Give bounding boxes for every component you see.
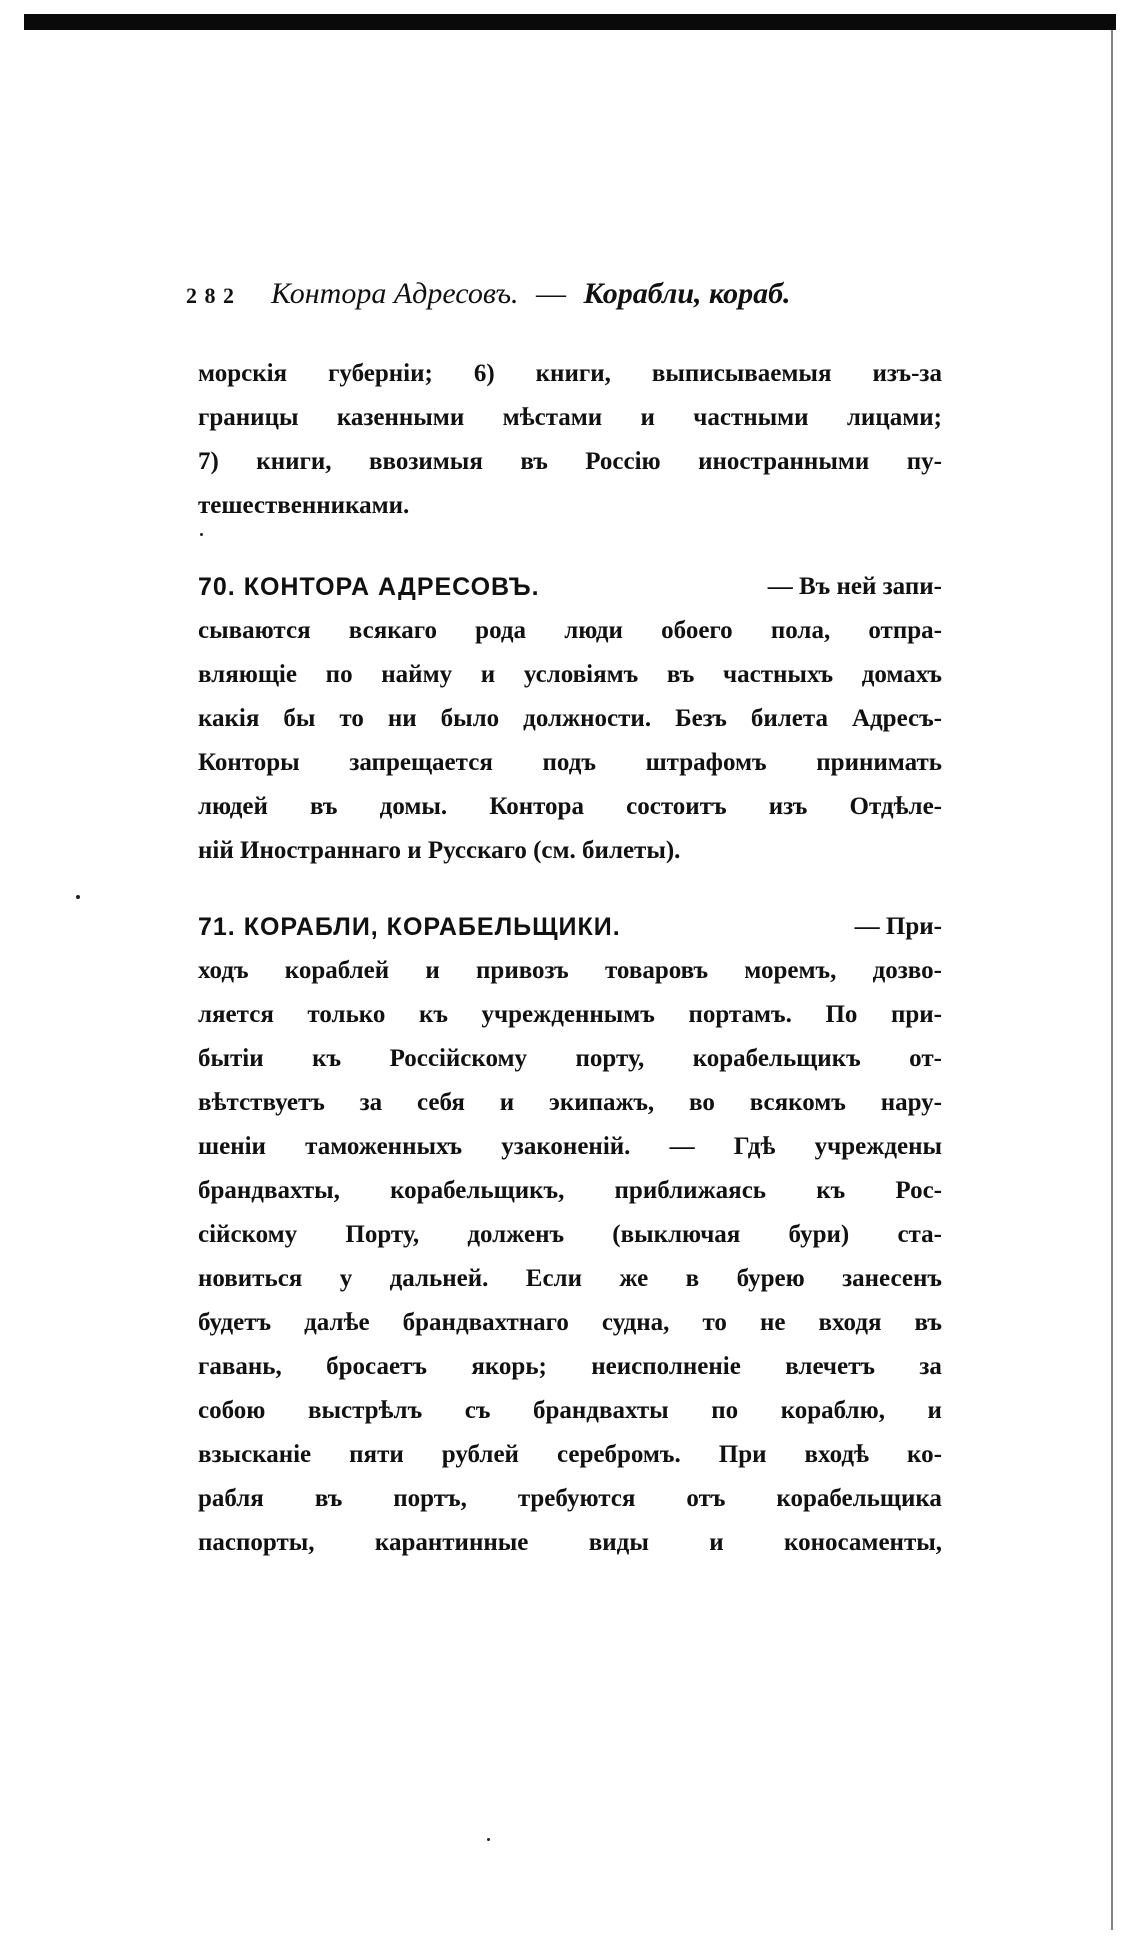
text-line [198, 741, 942, 785]
text-line [198, 1125, 942, 1169]
word: бурею [736, 1265, 805, 1292]
word: отпра- [868, 617, 942, 644]
word: учреждены [814, 1133, 942, 1160]
word: губерніи; [328, 360, 433, 387]
word: найму [381, 661, 453, 688]
page-number: 2 8 2 [186, 283, 235, 308]
word: порту, [575, 1045, 645, 1072]
word: рода [475, 617, 527, 644]
word: запрещается [349, 749, 493, 776]
word: дозво- [872, 957, 942, 984]
text-line [198, 653, 942, 697]
continuation-paragraph [198, 352, 942, 528]
word: виды [588, 1529, 649, 1556]
word: то [339, 705, 364, 732]
word: ста- [897, 1221, 942, 1248]
word: при- [890, 1001, 942, 1028]
right-edge-rule [1111, 30, 1113, 1930]
word: рабля [198, 1485, 264, 1512]
word: Если [525, 1265, 582, 1292]
word: частныхъ [723, 661, 834, 688]
word: въ [520, 448, 548, 475]
word: Рос- [895, 1177, 942, 1204]
scan-speck [487, 1838, 490, 1841]
word: было [440, 705, 500, 732]
word: Гдѣ [733, 1133, 776, 1160]
word: в [685, 1265, 700, 1292]
text-line [198, 993, 942, 1037]
word: люди [564, 617, 623, 644]
word: по [325, 661, 353, 688]
top-border-bar [24, 14, 1116, 30]
word: шеніи [198, 1133, 266, 1160]
word: и [640, 404, 655, 431]
word: узаконеній. [501, 1133, 631, 1160]
word: паспорты, [198, 1529, 315, 1556]
word: за [919, 1353, 942, 1380]
word: Конторы [198, 749, 300, 776]
text-line [198, 1213, 942, 1257]
word: морскія [198, 360, 288, 387]
word: обоего [661, 617, 733, 644]
word: границы [198, 404, 299, 431]
word: гавань, [198, 1353, 282, 1380]
scan-speck [76, 895, 80, 899]
word: иностранными [698, 448, 870, 475]
word: изъ-за [872, 360, 942, 387]
text-line [198, 1433, 942, 1477]
word: въ [310, 793, 338, 820]
word: товаровъ [604, 957, 709, 984]
word: Россійскому [389, 1045, 528, 1072]
word: коносаменты, [784, 1529, 942, 1556]
word: то [702, 1309, 727, 1336]
text-line [198, 1257, 942, 1301]
word: казенными [336, 404, 465, 431]
entry-title: 70. КОНТОРА АДРЕСОВЪ. [198, 573, 540, 601]
word: входя [818, 1309, 882, 1336]
line-text: тешественниками. [198, 492, 410, 519]
word: бросаетъ [326, 1353, 427, 1380]
word: кораблю, [780, 1397, 885, 1424]
word: и [480, 661, 496, 688]
word: приближаясь [614, 1177, 767, 1204]
word: серебромъ. [556, 1441, 681, 1468]
word: книги, [256, 448, 332, 475]
word: При [718, 1441, 767, 1468]
word: пу- [906, 448, 942, 475]
word: таможенныхъ [305, 1133, 463, 1160]
word: Порту, [345, 1221, 420, 1248]
word: въ [666, 661, 695, 688]
word: и [709, 1529, 724, 1556]
word: всякаго [348, 617, 437, 644]
line-text: ній Иностраннаго и Русскаго (см. билеты). [198, 837, 681, 864]
word: себя [417, 1089, 465, 1116]
word: лицами; [846, 404, 942, 431]
word: ввозимыя [369, 448, 483, 475]
word: портамъ. [688, 1001, 792, 1028]
word: пяти [349, 1441, 404, 1468]
word: — [669, 1133, 695, 1160]
word: ни [387, 705, 417, 732]
word: во [689, 1089, 715, 1116]
line-text: — Въ ней запи- [767, 573, 942, 600]
word: изъ [768, 793, 808, 820]
entry-title: 71. КОРАБЛИ, КОРАБЕЛЬЩИКИ. [198, 913, 621, 941]
word: людей [198, 793, 268, 820]
word: портъ, [393, 1485, 467, 1512]
word: и [425, 957, 440, 984]
word: от- [909, 1045, 942, 1072]
text-line [198, 440, 942, 484]
word: пола, [770, 617, 831, 644]
word: только [307, 1001, 386, 1028]
word: взысканіе [198, 1441, 312, 1468]
word: Россію [585, 448, 661, 475]
word: далѣе [304, 1309, 370, 1336]
word: къ [816, 1177, 846, 1204]
text-line [198, 352, 942, 396]
word: сываются [198, 617, 311, 644]
word: привозъ [476, 957, 569, 984]
text-line [198, 1389, 942, 1433]
word: кораблей [284, 957, 390, 984]
text-line [198, 1301, 942, 1345]
word: якорь; [471, 1353, 547, 1380]
word: домы. [379, 793, 448, 820]
word: выстрѣлъ [307, 1397, 423, 1424]
word: состоитъ [626, 793, 727, 820]
text-line [198, 949, 942, 993]
word: не [759, 1309, 786, 1336]
word: же [619, 1265, 649, 1292]
word: корабельщикъ, [390, 1177, 565, 1204]
entry-heading-line [198, 905, 942, 949]
word: бытіи [198, 1045, 264, 1072]
text-line [198, 484, 942, 528]
text-line [198, 1169, 942, 1213]
word: корабельщика [776, 1485, 942, 1512]
word: вѣтствуетъ [198, 1089, 325, 1116]
word: экипажъ, [549, 1089, 655, 1116]
word: ко- [907, 1441, 942, 1468]
running-header [186, 277, 856, 327]
running-head [271, 277, 791, 311]
word: (выключая [612, 1221, 741, 1248]
entry-heading-line [198, 565, 942, 609]
word: у [339, 1265, 353, 1292]
text-line [198, 1037, 942, 1081]
word: дальней. [389, 1265, 489, 1292]
word: Адресъ- [851, 705, 942, 732]
word: подъ [542, 749, 596, 776]
word: и [927, 1397, 942, 1424]
word: брандвахтнаго [402, 1309, 569, 1336]
word: и [499, 1089, 515, 1116]
word: сійскому [198, 1221, 298, 1248]
word: должности. [523, 705, 652, 732]
word: къ [312, 1045, 342, 1072]
word: собою [198, 1397, 266, 1424]
word: Отдѣле- [849, 793, 942, 820]
word: судна, [601, 1309, 670, 1336]
word: бури) [788, 1221, 850, 1248]
running-head-left: Контора Адресовъ. [271, 277, 519, 310]
word: выписываемыя [651, 360, 832, 387]
word: условіямъ [523, 661, 639, 688]
word: какія [198, 705, 260, 732]
word: влечетъ [785, 1353, 875, 1380]
word: нару- [880, 1089, 942, 1116]
word: брандвахты [533, 1397, 669, 1424]
word: 6) [473, 360, 495, 387]
text-line [198, 1521, 942, 1565]
word: долженъ [467, 1221, 565, 1248]
text-line [198, 829, 942, 873]
word: домахъ [861, 661, 942, 688]
word: принимать [816, 749, 942, 776]
word: ляется [198, 1001, 274, 1028]
entry-70-paragraph [198, 565, 942, 873]
word: учрежденнымъ [481, 1001, 655, 1028]
running-head-dash: — [536, 277, 567, 310]
entry-71-paragraph [198, 905, 942, 1565]
word: всякомъ [749, 1089, 846, 1116]
word: бы [283, 705, 316, 732]
text-line [198, 1345, 942, 1389]
word: книги, [535, 360, 611, 387]
word: Контора [489, 793, 584, 820]
text-line [198, 697, 942, 741]
scan-speck [200, 533, 203, 536]
word: неисполненіе [591, 1353, 741, 1380]
word: отъ [686, 1485, 726, 1512]
text-line [198, 1081, 942, 1125]
word: будетъ [198, 1309, 272, 1336]
word: въ [314, 1485, 343, 1512]
word: билета [750, 705, 828, 732]
word: въ [914, 1309, 942, 1336]
word: Безъ [675, 705, 727, 732]
word: за [359, 1089, 383, 1116]
word: частными [693, 404, 809, 431]
text-line [198, 1477, 942, 1521]
text-line [198, 396, 942, 440]
text-line [198, 609, 942, 653]
text-line [198, 785, 942, 829]
word: По [825, 1001, 858, 1028]
word: брандвахты, [198, 1177, 340, 1204]
word: рублей [441, 1441, 519, 1468]
word: по [711, 1397, 739, 1424]
word: требуются [517, 1485, 636, 1512]
word: 7) [198, 448, 219, 475]
word: мѣстами [502, 404, 603, 431]
word: входѣ [804, 1441, 870, 1468]
word: ходъ [198, 957, 249, 984]
word: вляющіе [198, 661, 297, 688]
running-head-right: Корабли, кораб. [583, 277, 791, 310]
word: новиться [198, 1265, 303, 1292]
line-text: — При- [854, 913, 942, 940]
word: моремъ, [744, 957, 837, 984]
word: занесенъ [842, 1265, 942, 1292]
word: съ [464, 1397, 491, 1424]
word: карантинные [374, 1529, 529, 1556]
word: къ [418, 1001, 448, 1028]
word: корабельщикъ [692, 1045, 861, 1072]
word: штрафомъ [645, 749, 767, 776]
